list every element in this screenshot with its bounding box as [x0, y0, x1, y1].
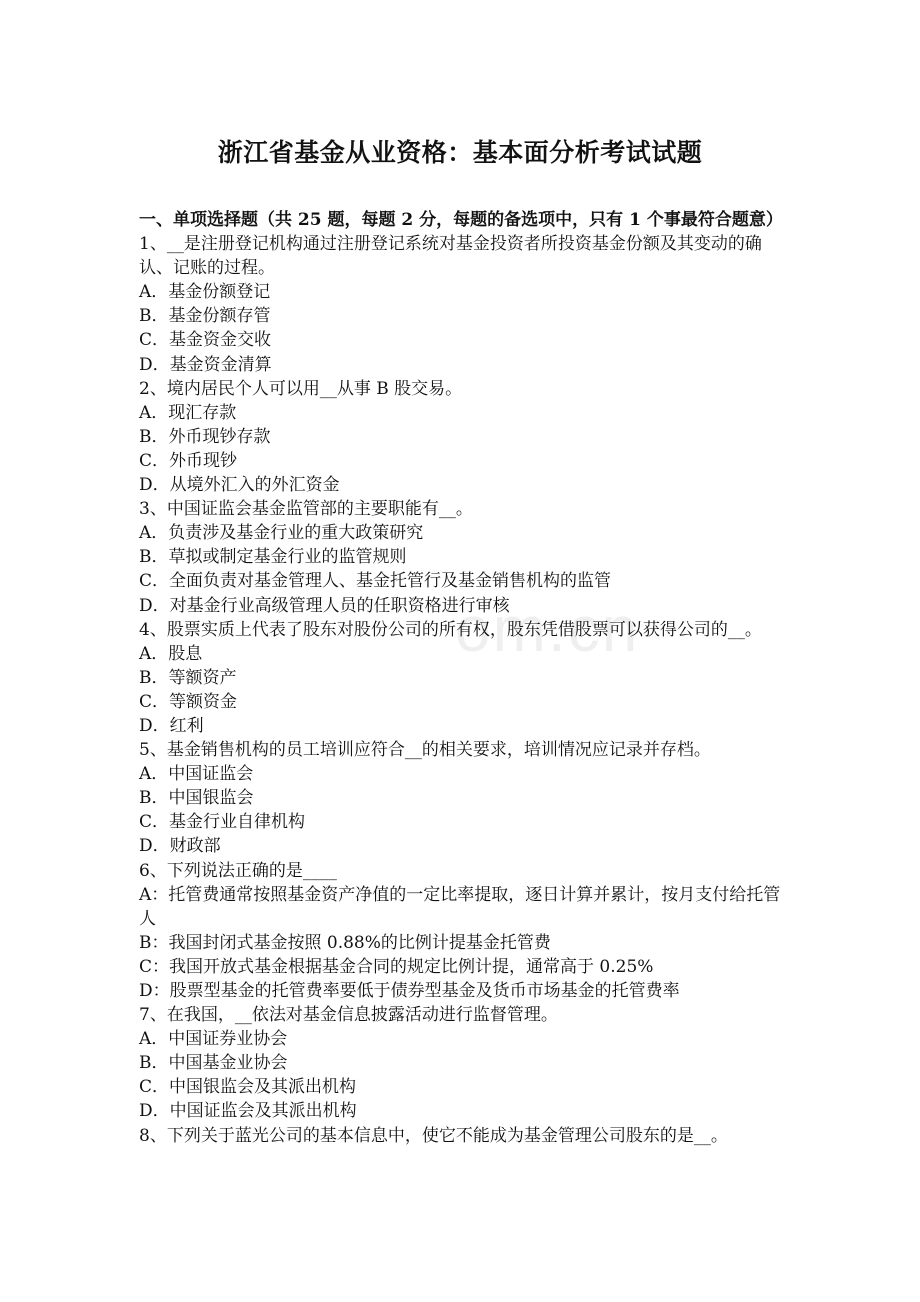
question-2-option-a: A．现汇存款 [139, 402, 237, 423]
question-3: 3、中国证监会基金监管部的主要职能有__。 [139, 499, 473, 520]
question-6: 6、下列说法正确的是____ [139, 860, 337, 881]
question-4: 4、股票实质上代表了股东对股份公司的所有权，股东凭借股票可以获得公司的__。 [139, 619, 762, 640]
question-7-option-b: B．中国基金业协会 [139, 1053, 288, 1074]
question-5-option-a: A．中国证监会 [139, 764, 254, 785]
question-5-option-b: B．中国银监会 [139, 788, 254, 809]
question-7-option-d: D．中国证监会及其派出机构 [139, 1101, 357, 1122]
question-6-option-a: A：托管费通常按照基金资产净值的一定比率提取，逐日计算并累计，按月支付给托管人 [139, 884, 781, 929]
watermark: om.cn [455, 593, 640, 665]
question-3-option-b: B．草拟或制定基金行业的监管规则 [139, 547, 407, 568]
question-8: 8、下列关于蓝光公司的基本信息中，使它不能成为基金管理公司股东的是__。 [139, 1125, 728, 1146]
document-body [139, 208, 785, 1148]
question-4-option-d: D．红利 [139, 715, 204, 736]
question-3-option-a: A．负责涉及基金行业的重大政策研究 [139, 523, 424, 544]
question-7-option-a: A．中国证券业协会 [139, 1029, 288, 1050]
question-6-option-d: D：股票型基金的托管费率要低于债券型基金及货币市场基金的托管费率 [139, 981, 680, 1001]
question-5-option-c: C．基金行业自律机构 [139, 812, 306, 833]
question-1: 1、__是注册登记机构通过注册登记系统对基金投资者所投资基金份额及其变动的确认、记账的过程。 [139, 234, 762, 279]
question-2-option-c: C．外币现钞 [139, 450, 238, 471]
question-6-option-c: C：我国开放式基金根据基金合同的规定比例计提，通常高于 0.25% [139, 956, 654, 977]
question-1-option-b: B．基金份额存管 [139, 306, 271, 327]
question-2: 2、境内居民个人可以用__从事 B 股交易。 [139, 378, 463, 399]
question-5: 5、基金销售机构的员工培训应符合__的相关要求，培训情况应记录并存档。 [139, 740, 711, 761]
question-4-option-a: A．股息 [139, 643, 203, 664]
question-4-option-b: B．等额资产 [139, 667, 237, 688]
question-6-option-b: B：我国封闭式基金按照 0.88%的比例计提基金托管费 [139, 932, 551, 953]
question-1-option-c: C．基金资金交收 [139, 330, 272, 351]
question-2-option-b: B．外币现钞存款 [139, 426, 271, 447]
question-5-option-d: D．财政部 [139, 836, 221, 857]
question-3-option-d: D．对基金行业高级管理人员的任职资格进行审核 [139, 595, 510, 616]
question-7: 7、在我国，__依法对基金信息披露活动进行监督管理。 [139, 1005, 558, 1026]
section-heading: 一、单项选择题（共 25 题，每题 2 分，每题的备选项中，只有 1 个事最符合题意） [139, 210, 783, 230]
question-2-option-d: D．从境外汇入的外汇资金 [139, 475, 340, 496]
question-1-option-a: A．基金份额登记 [139, 282, 271, 303]
question-1-option-d: D．基金资金清算 [139, 354, 272, 375]
question-4-option-c: C．等额资金 [139, 691, 238, 712]
question-7-option-c: C．中国银监会及其派出机构 [139, 1077, 357, 1098]
question-3-option-c: C．全面负责对基金管理人、基金托管行及基金销售机构的监管 [139, 571, 612, 592]
document-title: 浙江省基金从业资格：基本面分析考试试题 [217, 138, 703, 167]
